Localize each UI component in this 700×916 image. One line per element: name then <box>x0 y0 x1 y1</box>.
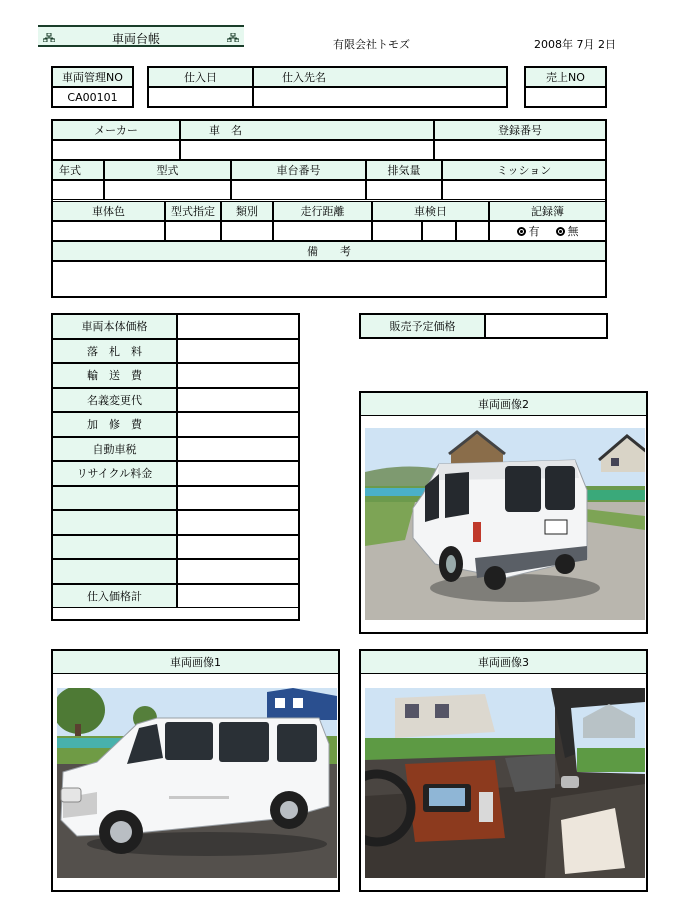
cost-value[interactable] <box>177 339 299 364</box>
record-yes-option[interactable] <box>517 223 540 239</box>
remarks-value[interactable] <box>52 261 606 297</box>
cost-value[interactable] <box>177 363 299 388</box>
document-date: 2008年 7月 2日 <box>534 38 616 51</box>
maker-value[interactable] <box>52 140 180 160</box>
cost-label: 車両本体価格 <box>52 314 177 339</box>
cost-value[interactable] <box>177 486 299 511</box>
cost-label <box>52 535 177 560</box>
planned-price-value[interactable] <box>485 314 607 338</box>
transmission-value[interactable] <box>442 180 606 200</box>
cost-label: 自動車税 <box>52 437 177 462</box>
record-yes-label: 有 <box>528 225 540 238</box>
radio-icon <box>517 227 526 236</box>
sitemap-icon <box>43 33 55 42</box>
cost-label <box>52 559 177 584</box>
inspection-date-label: 車検日 <box>372 201 489 221</box>
purchase-date-value[interactable] <box>148 87 253 107</box>
supplier-label: 仕入先名 <box>253 67 507 87</box>
record-no-label: 無 <box>567 225 579 238</box>
image3-title: 車両画像3 <box>360 650 647 674</box>
vehicle-no-label: 車両管理NO <box>52 67 133 87</box>
year-value[interactable] <box>52 180 104 200</box>
cost-value[interactable] <box>177 584 299 609</box>
cost-label: 名義変更代 <box>52 388 177 413</box>
transmission-label: ミッション <box>442 160 606 180</box>
inspection-month-value[interactable] <box>422 221 456 241</box>
cost-value[interactable] <box>177 535 299 560</box>
sales-no-value[interactable] <box>525 87 606 107</box>
year-label: 年式 <box>52 160 104 180</box>
sitemap-icon <box>227 33 239 42</box>
category-value[interactable] <box>221 221 273 241</box>
sales-no-label: 売上NO <box>525 67 606 87</box>
model-value[interactable] <box>104 180 231 200</box>
cost-value[interactable] <box>177 412 299 437</box>
car-name-value[interactable] <box>180 140 434 160</box>
record-no-option[interactable] <box>556 223 579 239</box>
remarks-label: 備 考 <box>52 241 606 261</box>
chassis-no-value[interactable] <box>231 180 366 200</box>
van-rear-photo <box>365 428 645 620</box>
page-title: 車両台帳 <box>112 32 161 46</box>
registration-no-label: 登録番号 <box>434 120 606 140</box>
supplier-value[interactable] <box>253 87 507 107</box>
cost-value[interactable] <box>177 461 299 486</box>
cost-label: リサイクル料金 <box>52 461 177 486</box>
cost-label: 加 修 費 <box>52 412 177 437</box>
cost-label <box>52 510 177 535</box>
category-label: 類別 <box>221 201 273 221</box>
inspection-year-value[interactable] <box>372 221 422 241</box>
car-name-label: 車 名 <box>180 120 434 140</box>
cost-value[interactable] <box>177 437 299 462</box>
cost-label: 輸 送 費 <box>52 363 177 388</box>
cost-value[interactable] <box>177 559 299 584</box>
cost-label <box>52 486 177 511</box>
model-designation-label: 型式指定 <box>165 201 221 221</box>
planned-price-label: 販売予定価格 <box>360 314 485 338</box>
vehicle-no-value[interactable]: CA00101 <box>52 87 133 107</box>
van-side-photo <box>57 688 337 878</box>
mileage-label: 走行距離 <box>273 201 372 221</box>
company-name: 有限会社トモズ <box>333 38 410 51</box>
purchase-date-label: 仕入日 <box>148 67 253 87</box>
cost-label: 仕入価格計 <box>52 584 177 609</box>
cost-label: 落 札 料 <box>52 339 177 364</box>
model-label: 型式 <box>104 160 231 180</box>
record-book-options <box>489 221 606 241</box>
title-bar <box>38 25 244 47</box>
registration-no-value[interactable] <box>434 140 606 160</box>
radio-icon <box>556 227 565 236</box>
model-designation-value[interactable] <box>165 221 221 241</box>
record-book-label: 記録簿 <box>489 201 606 221</box>
image1-title: 車両画像1 <box>52 650 339 674</box>
displacement-label: 排気量 <box>366 160 442 180</box>
van-interior-photo <box>365 688 645 878</box>
chassis-no-label: 車台番号 <box>231 160 366 180</box>
cost-value[interactable] <box>177 314 299 339</box>
image2-title: 車両画像2 <box>360 392 647 416</box>
color-value[interactable] <box>52 221 165 241</box>
cost-value[interactable] <box>177 388 299 413</box>
inspection-day-value[interactable] <box>456 221 489 241</box>
displacement-value[interactable] <box>366 180 442 200</box>
color-label: 車体色 <box>52 201 165 221</box>
cost-value[interactable] <box>177 510 299 535</box>
mileage-value[interactable] <box>273 221 372 241</box>
maker-label: メーカー <box>52 120 180 140</box>
